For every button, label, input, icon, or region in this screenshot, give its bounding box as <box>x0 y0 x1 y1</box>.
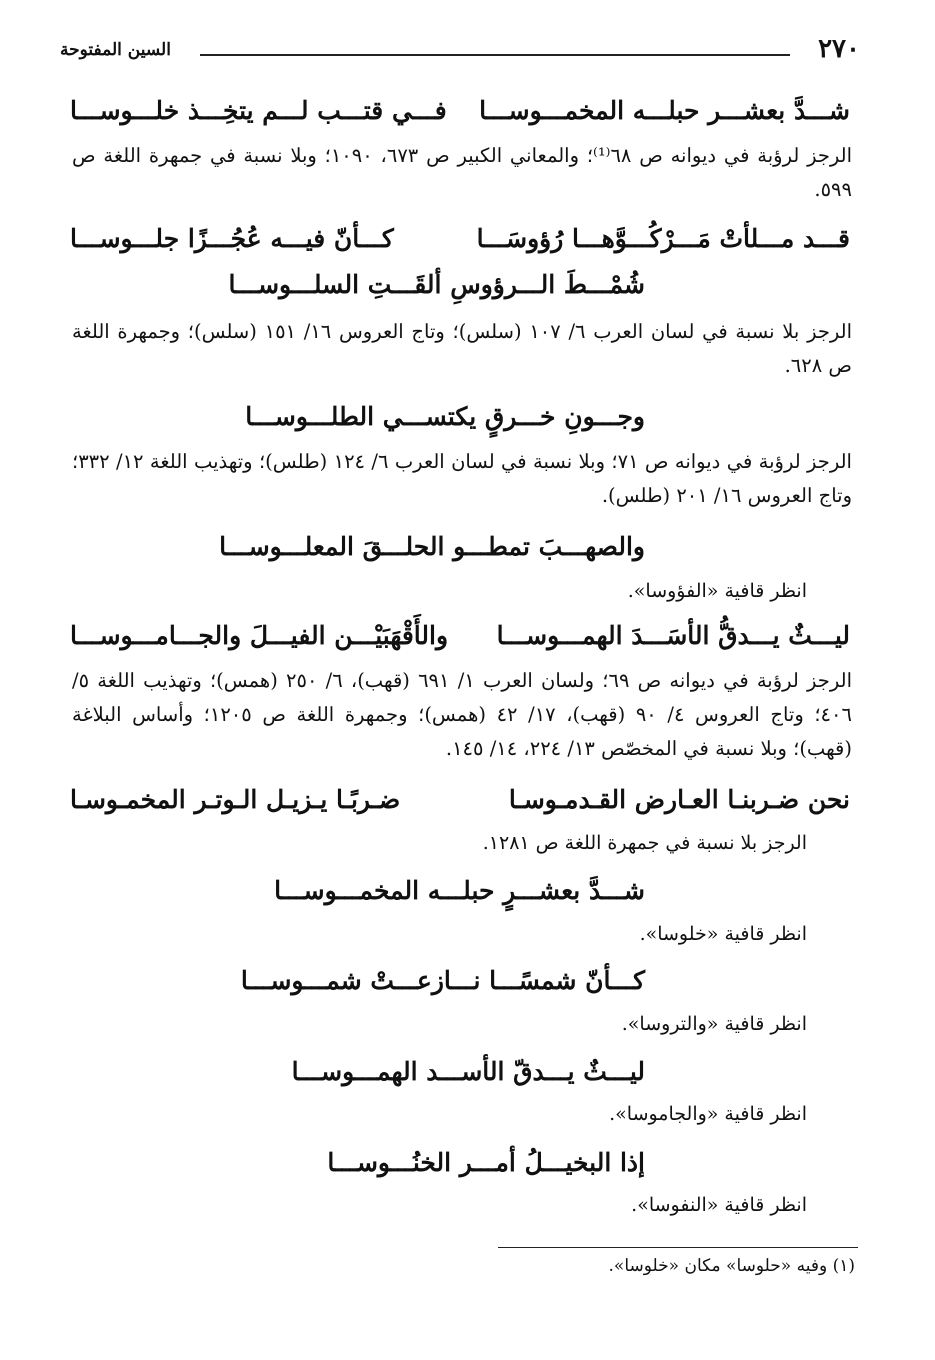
footnote-rule <box>498 1247 858 1248</box>
running-title: السين المفتوحة <box>60 40 171 60</box>
cross-reference: انظر قافية «النفوسا». <box>631 1194 807 1216</box>
verse-line <box>70 785 850 819</box>
cross-reference: انظر قافية «والتروسا». <box>621 1013 807 1035</box>
source-note <box>72 664 852 766</box>
verse-line: ليـــثٌ يـــدقّ الأســـد الهمـــوســـا <box>291 1057 645 1086</box>
verse-line: إذا البخيـــلُ أمـــر الخنُـــوســـا <box>327 1148 645 1177</box>
source-text: الرجز لرؤبة في ديوانه ص ٦٨⁽¹⁾؛ والمعاني الكبير ص ٦٧٣، ١٠٩٠؛ وبلا نسبة في جمهرة اللغة ص ٥٩٩. <box>72 144 853 201</box>
verse-hemistich: شـــدَّ بعشـــر حبلـــه المخمـــوســـا <box>479 96 850 125</box>
verse-hemistich: والأَقْهَبَيْـــن الفيـــلَ والجـــامـــوســـا <box>70 621 449 650</box>
verse-hemistich: ضـربًـا يـزيـل الـوتـر المخمـوسـا <box>70 785 401 814</box>
header-rule <box>200 54 790 56</box>
cross-reference: الرجز بلا نسبة في جمهرة اللغة ص ١٢٨١. <box>482 832 807 854</box>
source-note <box>72 445 852 513</box>
verse-line: شـــدَّ بعشـــرٍ حبلـــه المخمـــوســـا <box>274 876 645 905</box>
verse-line: شُمْـــطَ الـــرؤوسِ ألقَـــتِ السلـــوســـا <box>228 270 645 299</box>
verse-line: كـــأنّ شمسًـــا نـــازعـــتْ شمـــوســـا <box>240 966 645 995</box>
footnote: (١) وفيه «حلوسا» مكان «خلوسا». <box>608 1256 855 1276</box>
verse-line: وجـــونِ خـــرقٍ يكتســـي الطلـــوســـا <box>245 402 645 431</box>
cross-reference: انظر قافية «خلوسا». <box>639 923 807 945</box>
cross-reference: انظر قافية «والجاموسا». <box>609 1103 807 1125</box>
verse-line: والصهـــبَ تمطـــو الحلـــقَ المعلـــوســـا <box>219 532 645 561</box>
verse-line <box>70 96 850 130</box>
verse-line <box>70 224 850 258</box>
verse-hemistich: كـــأنّ فيـــه عُجُـــزًا جلـــوســـا <box>70 224 394 253</box>
verse-hemistich: قـــد مـــلأتْ مَـــرْكُـــوَّهـــا رُؤوسَـــا <box>476 224 850 253</box>
page-number: ٢٧٠ <box>818 34 860 64</box>
source-text: الرجز لرؤبة في ديوانه ص ٧١؛ وبلا نسبة في لسان العرب ٦/ ١٢٤ (طلس)؛ وتهذيب اللغة ١٢/ ٣٣٢؛ وتاج العروس ١٦/ ٢٠١ (طلس). <box>72 450 852 507</box>
verse-line <box>70 621 850 655</box>
verse-hemistich: فـــي قتـــب لـــم يتخِـــذ خلـــوســـا <box>70 96 447 125</box>
verse-hemistich: ليـــثٌ يـــدقُّ الأسَـــدَ الهمـــوســـا <box>496 621 850 650</box>
cross-reference: انظر قافية «الفؤوسا». <box>627 580 807 602</box>
source-note <box>72 315 852 383</box>
source-text: الرجز لرؤبة في ديوانه ص ٦٩؛ ولسان العرب ١/ ٦٩١ (قهب)، ٦/ ٢٥٠ (همس)؛ وتهذيب اللغة ٥/ ٤٠٦؛ وتاج العروس ٤/ ٩٠ (قهب)، ١٧/ ٤٢ (همس)؛ وجمهرة اللغة ص ١٢٠٥؛ وأساس البلاغة (قهب)؛ وبلا نسبة في المخصّص ١٣/ ٢٢٤، ١٤/ ١٤٥. <box>72 669 852 760</box>
source-note <box>72 139 852 207</box>
running-header <box>60 34 860 74</box>
source-text: الرجز بلا نسبة في لسان العرب ٦/ ١٠٧ (سلس)؛ وتاج العروس ١٦/ ١٥١ (سلس)؛ وجمهرة اللغة ص ٦٢٨. <box>72 320 853 377</box>
verse-hemistich: نحن ضـربنـا العـارض القـدمـوسـا <box>508 785 850 814</box>
